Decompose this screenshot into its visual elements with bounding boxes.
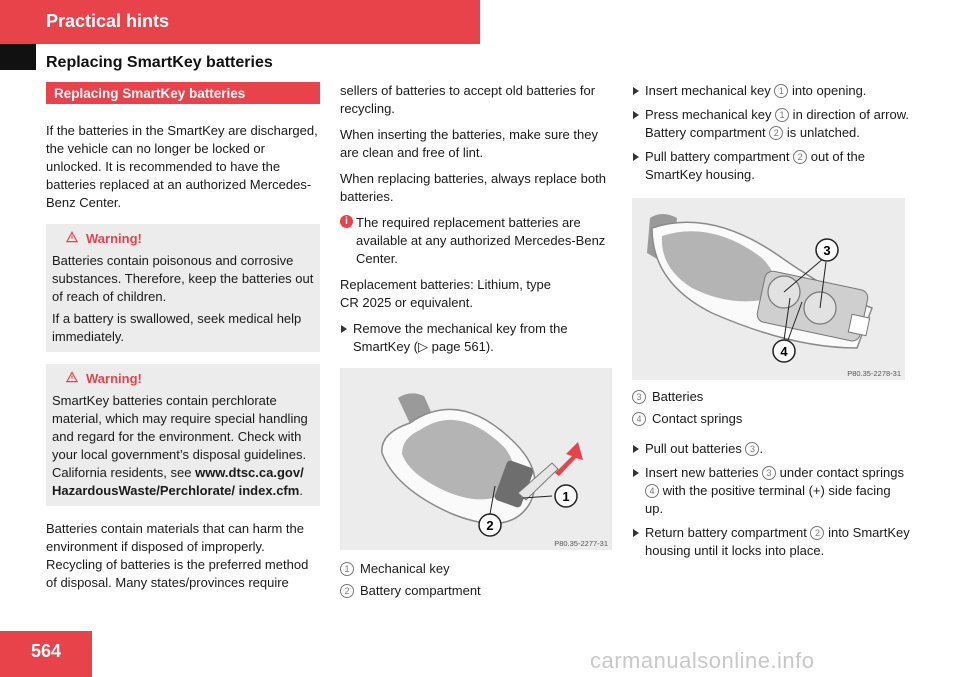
callout-1: 1 <box>562 489 570 504</box>
column-1 <box>46 82 320 600</box>
watermark: carmanualsonline.info <box>590 648 815 673</box>
paragraph: When inserting the batteries, make sure they are clean and free of lint. <box>340 127 598 160</box>
callout-2: 2 <box>486 518 494 533</box>
intro-text: If the batteries in the SmartKey are discharged, the vehicle can no longer be locked or unlocked. It is recommended to have the batteries replaced at an authorized Mercedes-Benz Center. <box>46 123 318 210</box>
warning-text: SmartKey batteries contain perchlorate material, which may require special handling and regard for the environment. Check with your local government’s disposal guidelines. California residents, see www.dtsc.ca.gov/ HazardousWaste/Perchlorate/ index.cfm. <box>52 393 308 498</box>
column-3 <box>632 82 912 566</box>
warning-title: Warning! <box>86 371 142 386</box>
section-header-bar <box>0 0 480 44</box>
section-title: Practical hints <box>46 11 170 31</box>
callout-4: 4 <box>780 344 788 359</box>
warning-triangle-icon <box>66 371 78 383</box>
legend-item: 4 Contact springs <box>632 410 912 428</box>
warning-heading <box>52 230 314 248</box>
info-text: The required replacement batteries are available at any authorized Mercedes-Benz Center. <box>356 215 606 266</box>
figure-code: P80.35-2278-31 <box>847 369 901 378</box>
section-bar: Replacing SmartKey batteries <box>46 82 320 104</box>
paragraph: When replacing batteries, always replace both batteries. <box>340 171 606 204</box>
environment-text: Batteries contain materials that can harm the environment if disposed of improperly. Recycling of batteries is the preferred method of disposal. Many states/provinces require <box>46 521 309 590</box>
warning-heading <box>52 370 314 388</box>
instruction-step: Insert mechanical key 1 into opening. <box>632 82 912 100</box>
info-note <box>340 214 614 268</box>
figure-code: P80.35-2277-31 <box>554 539 608 548</box>
legend-item: 1 Mechanical key <box>340 560 614 578</box>
instruction-step: Pull battery compartment 2 out of the SmartKey housing. <box>632 148 912 184</box>
battery-compartment-illustration <box>632 198 905 380</box>
instruction-step: Pull out batteries 3 . <box>632 440 912 458</box>
figure-battery-compartment <box>632 198 905 380</box>
warning-box-1 <box>46 224 320 352</box>
paragraph: sellers of batteries to accept old batteries for recycling. <box>340 83 596 116</box>
page-title: Replacing SmartKey batteries <box>46 54 273 71</box>
smartkey-illustration <box>340 368 612 550</box>
figure-key-removal <box>340 368 612 550</box>
callout-3: 3 <box>823 243 831 258</box>
instruction-step: Press mechanical key 1 in direction of arrow. Battery compartment 2 is unlatched. <box>632 106 912 142</box>
warning-text: Batteries contain poisonous and corrosive substances. Therefore, keep the batteries out of reach of children. <box>52 253 314 304</box>
legend-item: 2 Battery compartment <box>340 582 614 600</box>
legend-item: 3 Batteries <box>632 388 912 406</box>
warning-box-2 <box>46 364 320 506</box>
warning-title: Warning! <box>86 231 142 246</box>
instruction-step: Insert new batteries 3 under contact springs 4 with the positive terminal (+) side facing up. <box>632 464 912 518</box>
page-number: 564 <box>0 631 92 677</box>
column-2 <box>340 82 614 604</box>
instruction-step: Return battery compartment 2 into SmartKey housing until it locks into place. <box>632 524 912 560</box>
warning-text: If a battery is swallowed, seek medical help immediately. <box>52 311 302 344</box>
battery-type-text: Replacement batteries: Lithium, type CR 2025 or equivalent. <box>340 277 551 310</box>
info-icon: i <box>340 215 353 228</box>
disposal-url-link[interactable]: www.dtsc.ca.gov/ HazardousWaste/Perchlorate/ index.cfm <box>52 465 304 498</box>
warning-triangle-icon <box>66 231 78 243</box>
header-tab-marker <box>0 44 36 70</box>
instruction-step: Remove the mechanical key from the SmartKey (▷ page 561). <box>340 320 614 356</box>
